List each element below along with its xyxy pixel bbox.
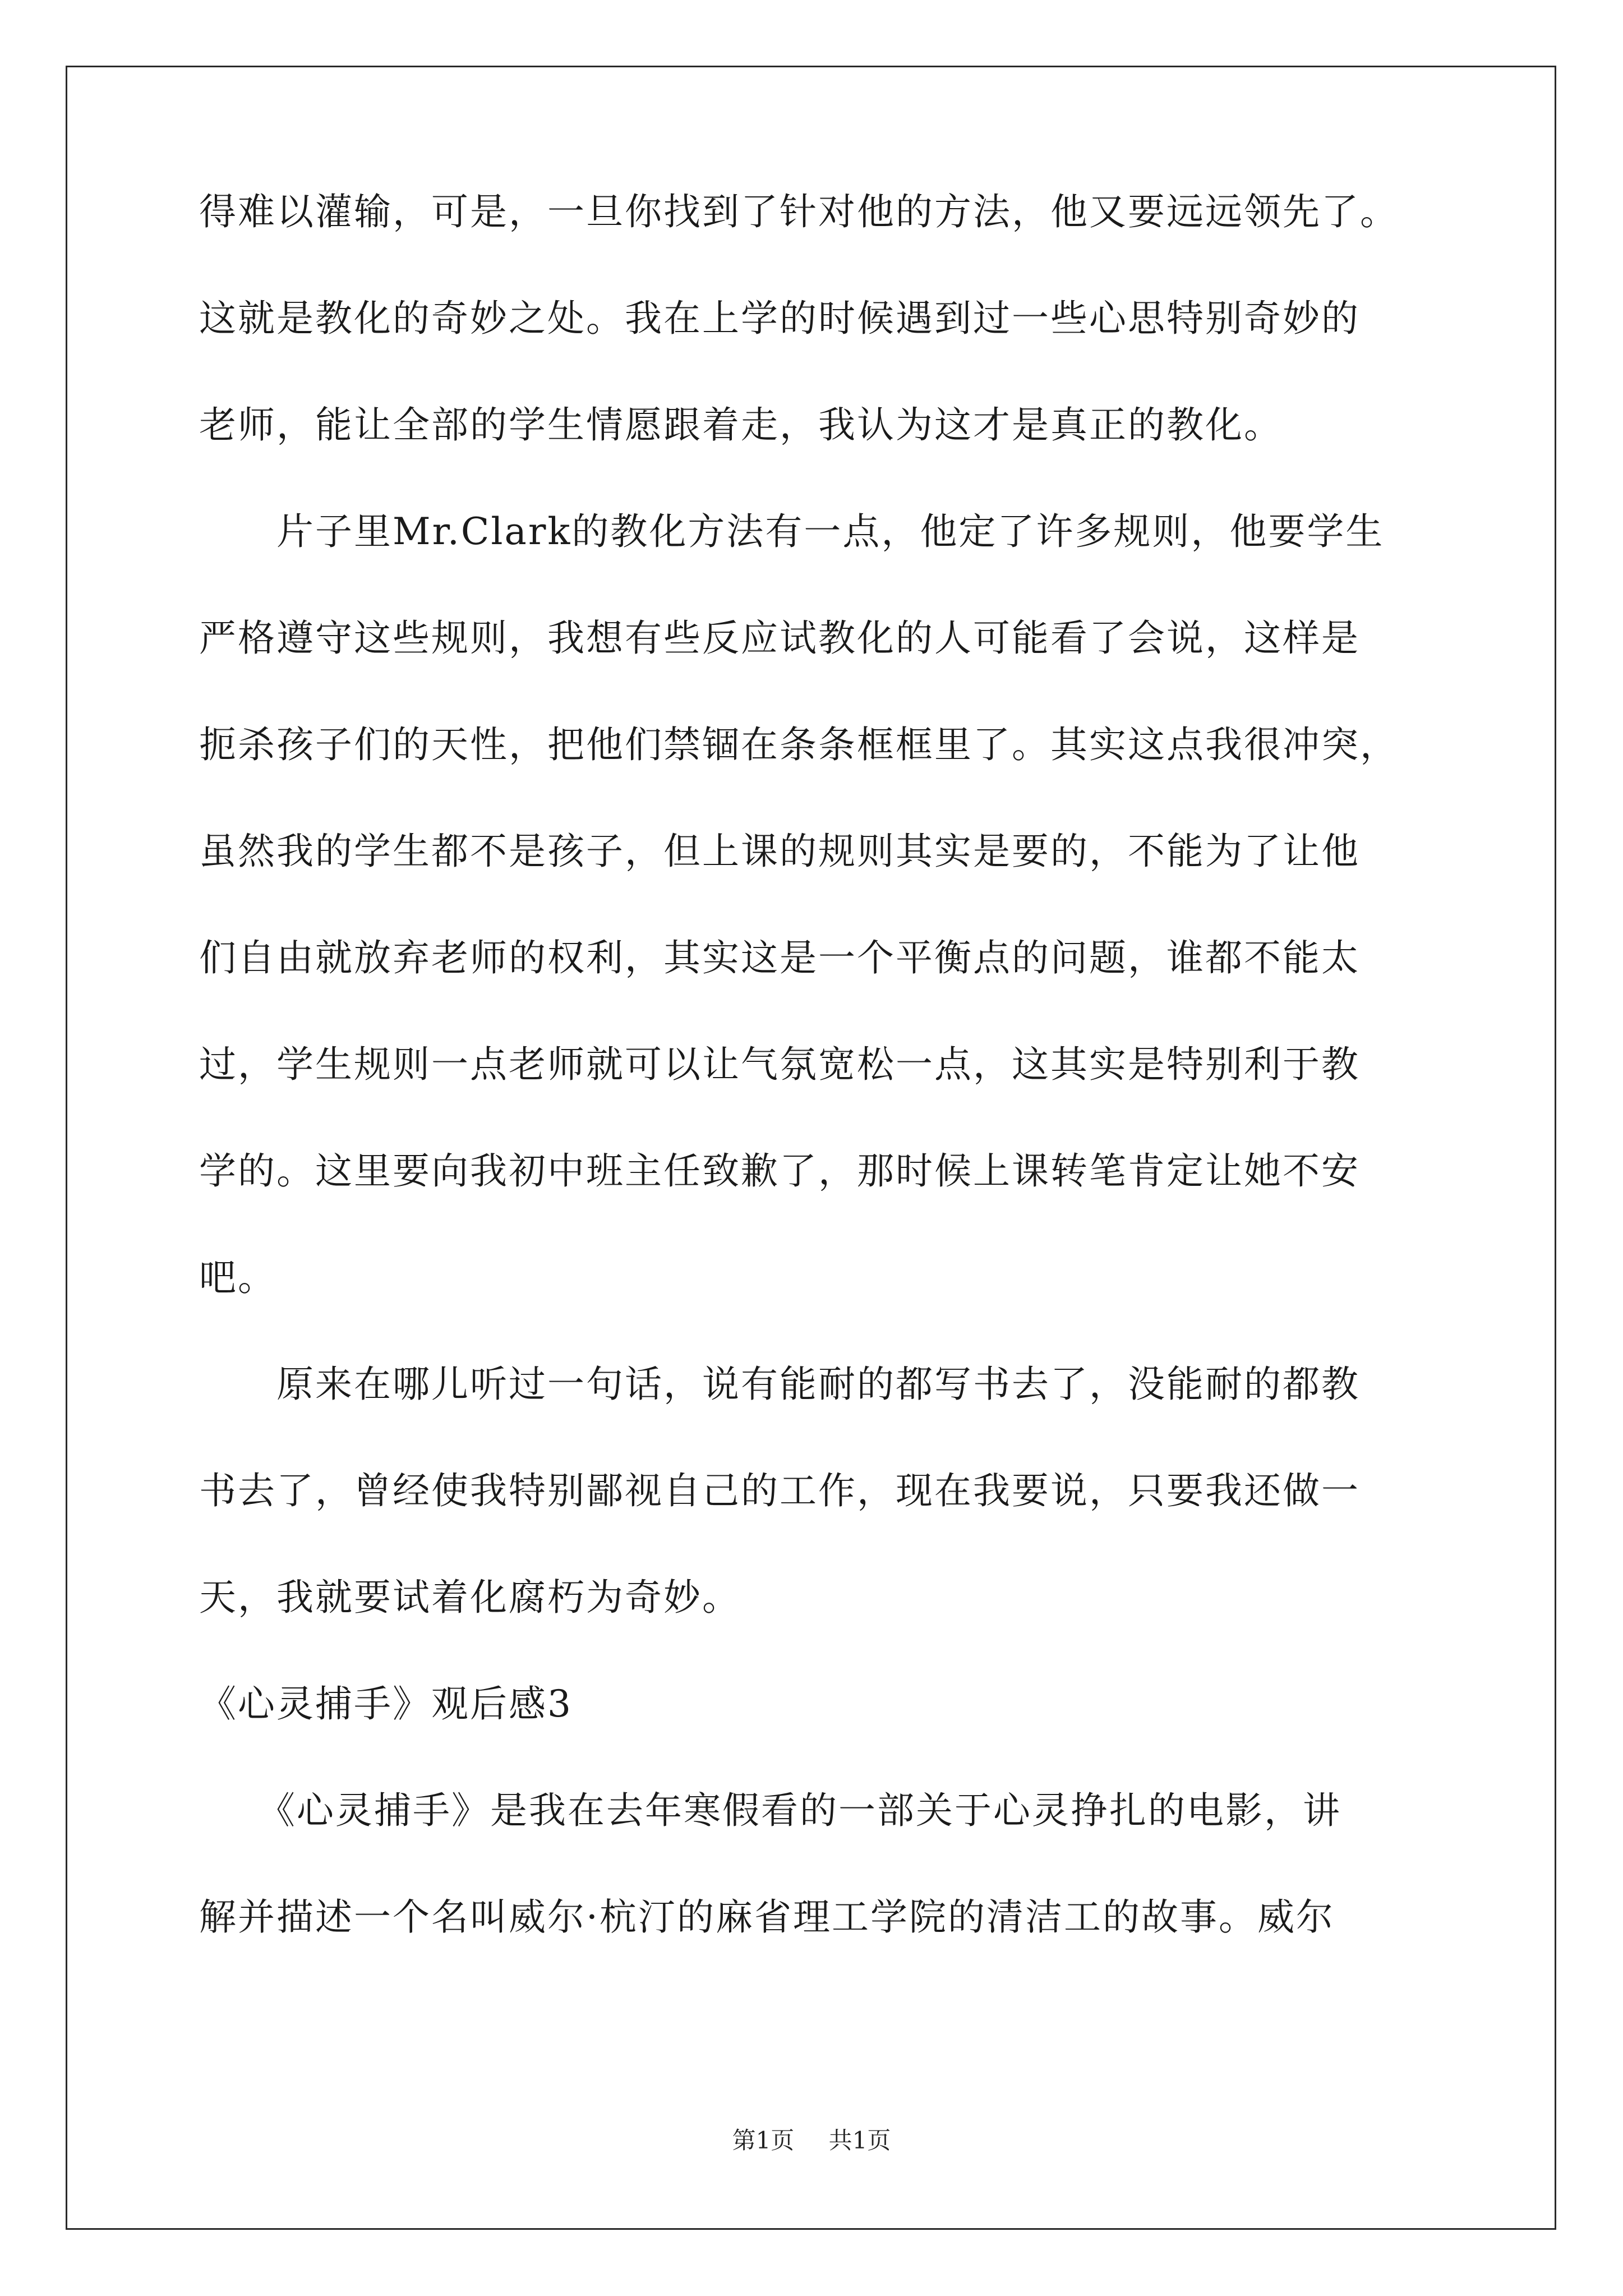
text-line: 吧。 xyxy=(199,1256,276,1299)
text-line: 解并描述一个名叫威尔·杭汀的麻省理工学院的清洁工的故事。威尔 xyxy=(199,1895,1335,1939)
text-line: 《心灵捕手》是我在去年寒假看的一部关于心灵挣扎的电影，讲 xyxy=(199,1789,1341,1832)
text-line: 扼杀孩子们的天性，把他们禁锢在条条框框里了。其实这点我很冲突， xyxy=(199,723,1399,766)
text-line: 们自由就放弃老师的权利，其实这是一个平衡点的问题，谁都不能太 xyxy=(199,936,1360,979)
text-line: 原来在哪儿听过一句话，说有能耐的都写书去了，没能耐的都教 xyxy=(199,1363,1360,1406)
text-line: 片子里Mr.Clark的教化方法有一点，他定了许多规则，他要学生 xyxy=(199,510,1385,553)
page-total: 共1页 xyxy=(828,2127,891,2154)
text-line: 书去了，曾经使我特别鄙视自己的工作，现在我要说，只要我还做一 xyxy=(199,1469,1360,1512)
text-line: 严格遵守这些规则，我想有些反应试教化的人可能看了会说，这样是 xyxy=(199,616,1360,660)
text-line: 得难以灌输，可是，一旦你找到了针对他的方法，他又要远远领先了。 xyxy=(199,190,1399,233)
section-heading: 《心灵捕手》观后感3 xyxy=(199,1682,573,1726)
page-number: 第1页 xyxy=(732,2127,795,2154)
text-line: 老师，能让全部的学生情愿跟着走，我认为这才是真正的教化。 xyxy=(199,403,1283,447)
text-line: 过，学生规则一点老师就可以让气氛宽松一点，这其实是特别利于教 xyxy=(199,1043,1360,1086)
text-line: 虽然我的学生都不是孩子，但上课的规则其实是要的，不能为了让他 xyxy=(199,830,1360,873)
page-footer xyxy=(0,2124,1623,2157)
text-line: 学的。这里要向我初中班主任致歉了，那时候上课转笔肯定让她不安 xyxy=(199,1149,1360,1193)
text-line: 天，我就要试着化腐朽为奇妙。 xyxy=(199,1576,741,1619)
text-line: 这就是教化的奇妙之处。我在上学的时候遇到过一些心思特别奇妙的 xyxy=(199,297,1360,340)
